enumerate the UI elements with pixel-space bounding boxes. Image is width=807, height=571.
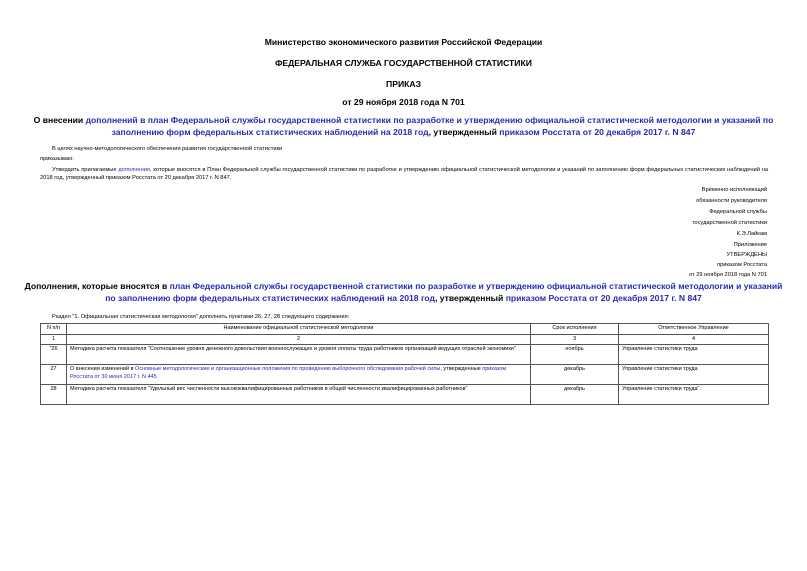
signature-line2: обязанности руководителя [696,198,767,204]
additions-title-prefix: Дополнения, которые вносятся в [24,281,170,291]
order-title-prefix: О внесении [33,115,86,125]
row-dept: Управление статистики труда [619,345,769,365]
service-heading: ФЕДЕРАЛЬНАЯ СЛУЖБА ГОСУДАРСТВЕННОЙ СТАТИСТИКИ [275,58,532,68]
signature-line1: Временно исполняющий [701,187,767,193]
order-title [20,114,787,138]
row-name: Методика расчета показателя "Удельный вес численности высококвалифицированных работников в общей численности квалифицированных работников" [67,385,531,405]
appendix-by: приказом Росстата [716,262,767,268]
appendix-date: от 29 ноября 2018 года N 701 [689,272,767,278]
order-847-link-2[interactable]: приказом Росстата от 20 декабря 2017 г. N 847 [505,293,702,303]
additions-title-middle: , утвержденный [435,293,506,303]
row-name-middle: , утвержденные [440,366,483,372]
table-row [41,385,769,405]
plan-link[interactable]: дополнений в план Федеральной службы государственной статистики по разработке и утверждению официальной статистической методологии и указаний по заполнению форм федеральных статистических наблюдений на 2018 год [85,115,774,137]
signature-name: К.Э.Лайкам [736,231,767,237]
row-dept: Управление статистики труда [619,365,769,385]
header-cell: N п/п [41,324,67,335]
row-number: 28 [41,385,67,405]
order-word: приказываю: [40,156,74,162]
labor-survey-link[interactable]: Основные методологические и организационные положения по проведению выборочного обследования рабочей силы [135,366,441,372]
section-note: Раздел "1. Официальная статистическая методология" дополнить пунктами 26, 27, 28 следующего содержания: [52,314,350,320]
approve-rest: , которые вносятся в План Федеральной службы государственной статистики по разработке и утверждению официальной статистической методологии и указаний по заполнению форм федеральных статистических наблюдений на 2018 год, утвержденный приказом Росстата от 20 декабря 2017 г. N 847. [40,167,768,181]
row-dept: Управление статистики труда". [619,385,769,405]
number-cell: 3 [531,334,619,345]
header-cell: Ответственное Управление [619,324,769,335]
number-cell: 4 [619,334,769,345]
row-term: декабрь [531,365,619,385]
signature-line3: Федеральной службы [709,209,767,215]
appendix-approved: УТВЕРЖДЕНЫ [726,252,767,258]
order-date: от 29 ноября 2018 года N 701 [342,97,465,107]
header-cell: Срок исполнения [531,324,619,335]
intro-paragraph: В целях научно-методологического обеспечения развития государственной статистики [52,146,283,152]
row-name-prefix: О внесении изменений в [70,366,136,372]
row-name [67,365,531,385]
table-row [41,365,769,385]
methodology-table [40,323,769,405]
appendix-label: Приложение [733,242,767,248]
doc-type-heading: ПРИКАЗ [386,79,421,89]
ministry-heading: Министерство экономического развития Российской Федерации [264,37,543,47]
row-term: ноябрь [531,345,619,365]
additions-link[interactable]: дополнения [118,167,150,173]
row-name: Методика расчета показателя "Соотношение уровня денежного довольствия военнослужащих и уровня оплаты труда работников организаций ведущих отраслей экономики" [67,345,531,365]
row-term: декабрь [531,385,619,405]
row-number: "26 [41,345,67,365]
additions-title [20,280,787,304]
approve-paragraph [40,166,768,182]
order-title-middle: , утвержденный [428,127,500,137]
number-cell: 1 [41,334,67,345]
order-445-link[interactable]: приказом Росстата от 30 июня 2017 г. N 445 [70,366,507,380]
number-cell: 2 [67,334,531,345]
table-number-row [41,334,769,345]
table-row [41,345,769,365]
table-header-row [41,324,769,335]
approve-prefix: Утвердить прилагаемые [52,167,119,173]
signature-line4: государственной статистики [692,220,767,226]
header-cell: Наименование официальной статистической методологии [67,324,531,335]
plan-link-2[interactable]: план Федеральной службы государственной статистики по разработке и утверждению официальной статистической методологии и указаний по заполнению форм федеральных статистических наблюдений на 2018 год [105,281,783,303]
order-847-link[interactable]: приказом Росстата от 20 декабря 2017 г. N 847 [499,127,696,137]
row-number: 27 [41,365,67,385]
